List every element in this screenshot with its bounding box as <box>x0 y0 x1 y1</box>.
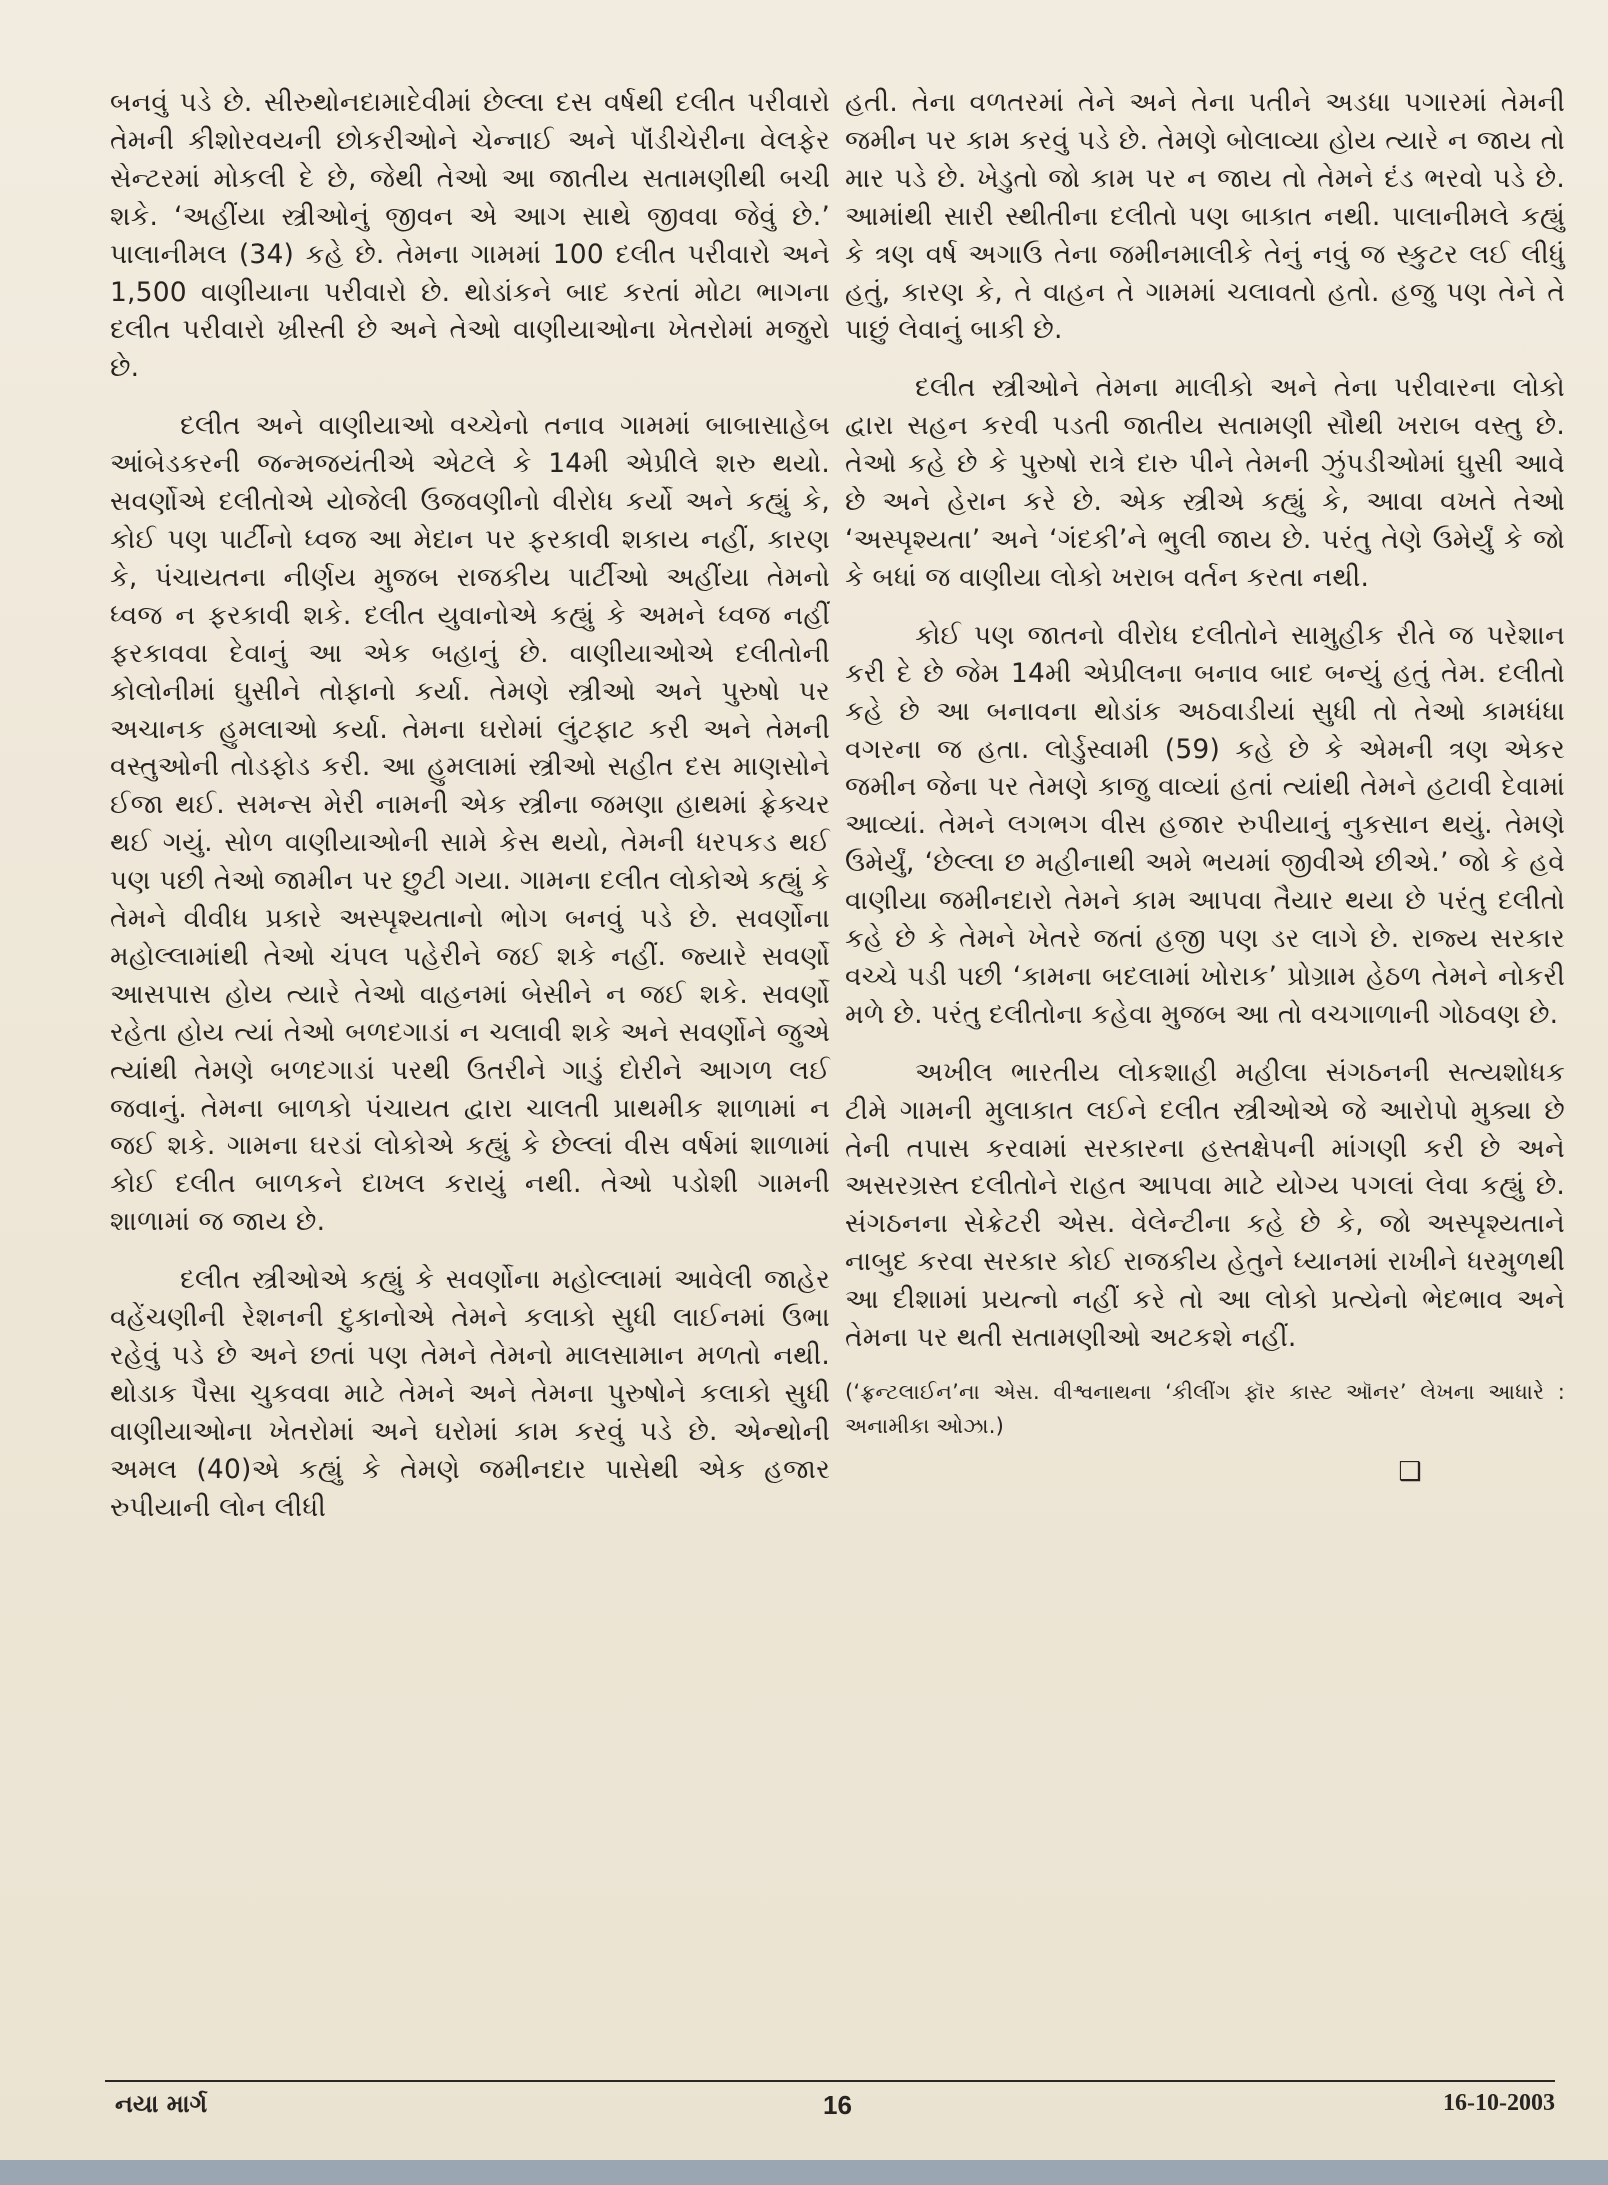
scan-edge <box>0 2160 1608 2185</box>
end-mark-icon: ❑ <box>1398 1457 1422 1487</box>
magazine-name: નયા માર્ગ <box>115 2090 208 2118</box>
paragraph: દલીત અને વાણીયાઓ વચ્ચેનો તનાવ ગામમાં બાબાસાહેબ આંબેડકરની જન્મજયંતીએ એટલે કે 14મી એપ્રીલે શરુ થયો. સવર્ણોએ દલીતોએ યોજેલી ઉજવણીનો વીરોધ કર્યો અને કહ્યું કે, કોઈ પણ પાર્ટીનો ધ્વજ આ મેદાન પર ફરકાવી શકાય નહીં, કારણ કે, પંચાયતના નીર્ણય મુજબ રાજકીય પાર્ટીઓ અહીંયા તેમનો ધ્વજ ન ફરકાવી શકે. દલીત યુવાનોએ કહ્યું કે અમને ધ્વજ નહીં ફરકાવવા દેવાનું આ એક બહાનું છે. વાણીયાઓએ દલીતોની કોલોનીમાં ઘુસીને તોફાનો કર્યા. તેમણે સ્ત્રીઓ અને પુરુષો પર અચાનક હુમલાઓ કર્યા. તેમના ઘરોમાં લુંટફાટ કરી અને તેમની વસ્તુઓની તોડફોડ કરી. આ હુમલામાં સ્ત્રીઓ સહીત દસ માણસોને ઈજા થઈ. સમન્સ મેરી નામની એક સ્ત્રીના જમણા હાથમાં ફ્રેક્ચર થઈ ગયું. સોળ વાણીયાઓની સામે કેસ થયો, તેમની ધરપકડ થઈ પણ પછી તેઓ જામીન પર છુટી ગયા. ગામના દલીત લોકોએ કહ્યું કે તેમને વીવીધ પ્રકારે અસ્પૃશ્યતાનો ભોગ બનવું પડે છે. સવર્ણોના મહોલ્લામાંથી તેઓ ચંપલ પહેરીને જઈ શકે નહીં. જ્યારે સવર્ણો આસપાસ હોય ત્યારે તેઓ વાહનમાં બેસીને ન જઈ શકે. સવર્ણો રહેતા હોય ત્યાં તેઓ બળદગાડાં ન ચલાવી શકે અને સવર્ણોને જુએ ત્યાંથી તેમણે બળદગાડાં પરથી ઉતરીને ગાડું દોરીને આગળ લઈ જવાનું. તેમના બાળકો પંચાયત દ્વારા ચાલતી પ્રાથમીક શાળામાં ન જઈ શકે. ગામના ઘરડાં લોકોએ કહ્યું કે છેલ્લાં વીસ વર્ષમાં શાળામાં કોઈ દલીત બાળકને દાખલ કરાયું નથી. તેઓ પડોશી ગામની શાળામાં જ જાય છે. <box>110 410 830 1238</box>
paragraph: અખીલ ભારતીય લોકશાહી મહીલા સંગઠનની સત્યશોધક ટીમે ગામની મુલાકાત લઈને દલીત સ્ત્રીઓએ જે આરોપો મુક્યા છે તેની તપાસ કરવામાં સરકારના હસ્તક્ષેપની માંગણી કરી છે અને અસરગ્રસ્ત દલીતોને રાહત આપવા માટે યોગ્ય પગલાં લેવા કહ્યું છે. સંગઠનના સેક્રેટરી એસ. વેલેન્ટીના કહે છે કે, જો અસ્પૃશ્યતાને નાબુદ કરવા સરકાર કોઈ રાજકીય હેતુને ધ્યાનમાં રાખીને ધરમુળથી આ દીશામાં પ્રયત્નો નહીં કરે તો આ લોકો પ્રત્યેનો ભેદભાવ અને તેમના પર થતી સતામણીઓ અટકશે નહીં. <box>845 1056 1565 1354</box>
page-footer <box>105 2090 1555 2130</box>
footer-divider <box>105 2080 1555 2082</box>
paragraph: હતી. તેના વળતરમાં તેને અને તેના પતીને અડધા પગારમાં તેમની જમીન પર કામ કરવું પડે છે. તેમણે બોલાવ્યા હોય ત્યારે ન જાય તો માર પડે છે. ખેડુતો જો કામ પર ન જાય તો તેમને દંડ ભરવો પડે છે. આમાંથી સારી સ્થીતીના દલીતો પણ બાકાત નથી. પાલાનીમલે કહ્યું કે ત્રણ વર્ષ અગાઉ તેના જમીનમાલીકે તેનું નવું જ સ્કુટર લઈ લીધું હતું, કારણ કે, તે વાહન તે ગામમાં ચલાવતો હતો. હજુ પણ તેને તે પાછું લેવાનું બાકી છે. <box>845 87 1565 346</box>
paragraph: બનવું પડે છે. સીરુથોનદામાદેવીમાં છેલ્લા દસ વર્ષથી દલીત પરીવારો તેમની કીશોરવયની છોકરીઓને ચેન્નાઈ અને પૉંડીચેરીના વેલફેર સેન્ટરમાં મોકલી દે છે, જેથી તેઓ આ જાતીય સતામણીથી બચી શકે. ‘અહીંયા સ્ત્રીઓનું જીવન એ આગ સાથે જીવવા જેવું છે.’ પાલાનીમલ (34) કહે છે. તેમના ગામમાં 100 દલીત પરીવારો અને 1,500 વાણીયાના પરીવારો છે. થોડાંકને બાદ કરતાં મોટા ભાગના દલીત પરીવારો ખ્રીસ્તી છે અને તેઓ વાણીયાઓના ખેતરોમાં મજુરો છે. <box>110 87 830 384</box>
source-note: (‘ફ્રન્ટલાઈન’ના એસ. વીશ્વનાથના ‘કીલીંગ ફૉર કાસ્ટ ઑનર’ લેખના આધારે : અનામીકા ઓઝા.) <box>845 1380 1565 1438</box>
right-column <box>845 84 1565 1487</box>
paragraph: કોઈ પણ જાતનો વીરોધ દલીતોને સામુહીક રીતે જ પરેશાન કરી દે છે જેમ 14મી એપ્રીલના બનાવ બાદ બન્યું હતું તેમ. દલીતો કહે છે આ બનાવના થોડાંક અઠવાડીયાં સુધી તો તેઓ કામધંધા વગરના જ હતા. લોર્ડુસ્વામી (59) કહે છે કે એમની ત્રણ એકર જમીન જેના પર તેમણે કાજુ વાવ્યાં હતાં ત્યાંથી તેમને હટાવી દેવામાં આવ્યાં. તેમને લગભગ વીસ હજાર રુપીયાનું નુકસાન થયું. તેમણે ઉમેર્યું, ‘છેલ્લા છ મહીનાથી અમે ભયમાં જીવીએ છીએ.’ જો કે હવે વાણીયા જમીનદારો તેમને કામ આપવા તૈયાર થયા છે પરંતુ દલીતો કહે છે કે તેમને ખેતરે જતાં હજી પણ ડર લાગે છે. રાજ્ય સરકાર વચ્ચે પડી પછી ‘કામના બદલામાં ખોરાક’ પ્રોગ્રામ હેઠળ તેમને નોકરી મળે છે. પરંતુ દલીતોના કહેવા મુજબ આ તો વચગાળાની ગોઠવણ છે. <box>845 619 1565 1030</box>
paragraph: દલીત સ્ત્રીઓએ કહ્યું કે સવર્ણોના મહોલ્લામાં આવેલી જાહેર વહેંચણીની રેશનની દુકાનોએ તેમને કલાકો સુધી લાઈનમાં ઉભા રહેવું પડે છે અને છતાં પણ તેમને તેમનો માલસામાન મળતો નથી. થોડાક પૈસા ચુકવવા માટે તેમને અને તેમના પુરુષોને કલાકો સુધી વાણીયાઓના ખેતરોમાં અને ઘરોમાં કામ કરવું પડે છે. એન્થોની અમલ (40)એ કહ્યું કે તેમણે જમીનદાર પાસેથી એક હજાર રુપીયાની લોન લીધી <box>110 1264 830 1523</box>
issue-date: 16-10-2003 <box>1443 2090 1555 2116</box>
left-column <box>110 84 830 1527</box>
page-number: 16 <box>823 2090 852 2120</box>
paragraph: દલીત સ્ત્રીઓને તેમના માલીકો અને તેના પરીવારના લોકો દ્વારા સહન કરવી પડતી જાતીય સતામણી સૌથી ખરાબ વસ્તુ છે. તેઓ કહે છે કે પુરુષો રાત્રે દારુ પીને તેમની ઝુંપડીઓમાં ઘુસી આવે છે અને હેરાન કરે છે. એક સ્ત્રીએ કહ્યું કે, આવા વખતે તેઓ ‘અસ્પૃશ્યતા’ અને ‘ગંદકી’ને ભુલી જાય છે. પરંતુ તેણે ઉમેર્યું કે જો કે બધાં જ વાણીયા લોકો ખરાબ વર્તન કરતા નથી. <box>845 372 1565 593</box>
